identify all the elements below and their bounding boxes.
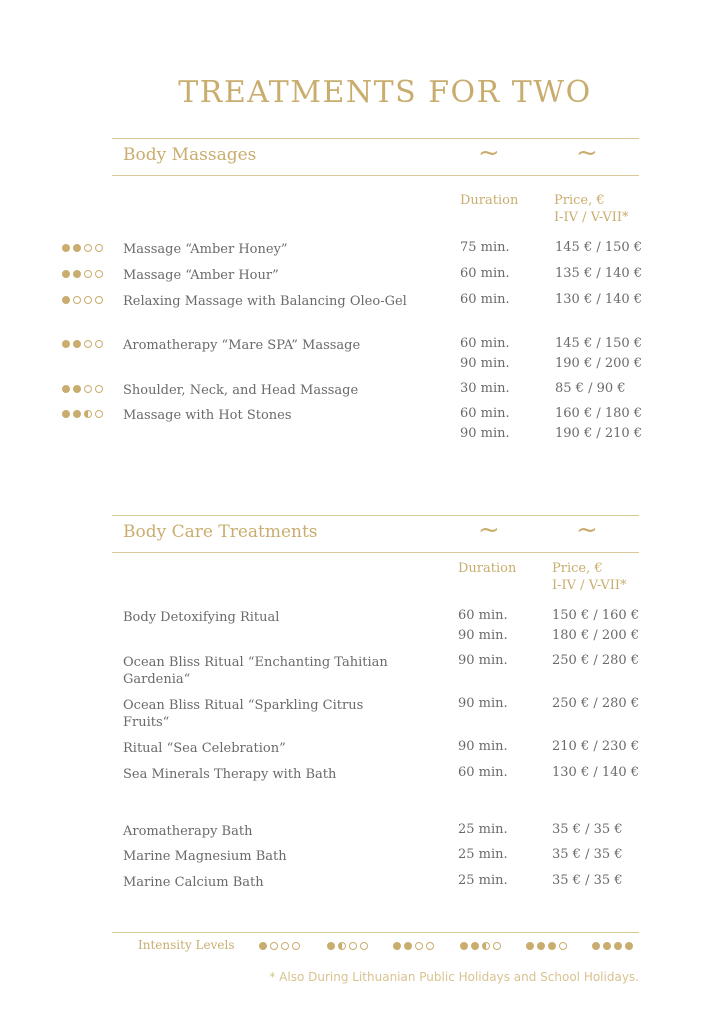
intensity-dot-icon bbox=[259, 942, 267, 950]
price-value: 250 € / 280 € bbox=[552, 696, 640, 711]
price-header bbox=[554, 192, 629, 226]
intensity-dot-icon bbox=[95, 385, 103, 393]
price-value: 85 € / 90 € bbox=[555, 381, 626, 396]
intensity-indicator bbox=[62, 270, 103, 278]
intensity-dot-icon bbox=[73, 296, 81, 304]
intensity-dot-icon bbox=[62, 410, 70, 418]
intensity-dot-icon bbox=[393, 942, 401, 950]
intensity-dot-icon bbox=[95, 270, 103, 278]
legend-label: Intensity Levels bbox=[138, 938, 235, 952]
intensity-dot-icon bbox=[84, 410, 92, 418]
intensity-dot-icon bbox=[95, 296, 103, 304]
intensity-dot-icon bbox=[73, 385, 81, 393]
duration-value: 90 min. bbox=[460, 426, 510, 441]
price-value: 35 € / 35 € bbox=[552, 847, 623, 862]
intensity-level-sample bbox=[393, 942, 434, 950]
intensity-dot-icon bbox=[592, 942, 600, 950]
section-title: Body Massages bbox=[123, 145, 257, 165]
intensity-dot-icon bbox=[482, 942, 490, 950]
treatment-name: Aromatherapy Bath bbox=[123, 824, 253, 839]
intensity-indicator bbox=[62, 296, 103, 304]
treatment-name: Body Detoxifying Ritual bbox=[123, 610, 280, 625]
intensity-dot-icon bbox=[84, 296, 92, 304]
treatment-name: Ocean Bliss Ritual “Sparkling Citrus Fruits“ bbox=[123, 698, 364, 730]
intensity-dot-icon bbox=[426, 942, 434, 950]
duration-header: Duration bbox=[458, 561, 517, 576]
intensity-dot-icon bbox=[84, 270, 92, 278]
intensity-dot-icon bbox=[84, 385, 92, 393]
duration-value: 60 min. bbox=[460, 266, 510, 281]
intensity-dot-icon bbox=[526, 942, 534, 950]
page-title: TREATMENTS FOR TWO bbox=[178, 75, 592, 110]
price-value: 150 € / 160 € bbox=[552, 608, 640, 623]
intensity-dot-icon bbox=[62, 340, 70, 348]
footnote: * Also During Lithuanian Public Holidays and School Holidays. bbox=[269, 970, 639, 984]
intensity-dot-icon bbox=[360, 942, 368, 950]
duration-value: 60 min. bbox=[458, 608, 508, 623]
divider bbox=[112, 175, 639, 176]
intensity-indicator bbox=[62, 244, 103, 252]
price-value: 135 € / 140 € bbox=[555, 266, 643, 281]
intensity-dot-icon bbox=[404, 942, 412, 950]
price-value: 190 € / 200 € bbox=[555, 356, 643, 371]
treatment-name: Massage with Hot Stones bbox=[123, 408, 292, 423]
duration-value: 90 min. bbox=[460, 356, 510, 371]
intensity-dot-icon bbox=[292, 942, 300, 950]
intensity-level-sample bbox=[460, 942, 501, 950]
intensity-dot-icon bbox=[338, 942, 346, 950]
intensity-dot-icon bbox=[73, 340, 81, 348]
duration-value: 60 min. bbox=[460, 292, 510, 307]
intensity-dot-icon bbox=[270, 942, 278, 950]
intensity-dot-icon bbox=[415, 942, 423, 950]
intensity-level-sample bbox=[259, 942, 300, 950]
intensity-dot-icon bbox=[62, 244, 70, 252]
price-value: 160 € / 180 € bbox=[555, 406, 643, 421]
intensity-level-sample bbox=[327, 942, 368, 950]
intensity-dot-icon bbox=[73, 410, 81, 418]
divider bbox=[112, 552, 639, 553]
treatment-name: Marine Magnesium Bath bbox=[123, 849, 287, 864]
price-value: 210 € / 230 € bbox=[552, 739, 640, 754]
treatment-name: Ritual “Sea Celebration” bbox=[123, 741, 286, 756]
intensity-indicator bbox=[62, 385, 103, 393]
intensity-dot-icon bbox=[603, 942, 611, 950]
treatment-name: Shoulder, Neck, and Head Massage bbox=[123, 383, 359, 398]
divider bbox=[112, 515, 639, 516]
intensity-dot-icon bbox=[548, 942, 556, 950]
price-value: 145 € / 150 € bbox=[555, 240, 643, 255]
price-header bbox=[552, 560, 627, 594]
duration-value: 60 min. bbox=[460, 336, 510, 351]
intensity-dot-icon bbox=[95, 410, 103, 418]
duration-value: 90 min. bbox=[458, 628, 508, 643]
tilde-decoration: ~ bbox=[478, 138, 500, 168]
price-value: 35 € / 35 € bbox=[552, 873, 623, 888]
intensity-dot-icon bbox=[537, 942, 545, 950]
intensity-dot-icon bbox=[614, 942, 622, 950]
intensity-dot-icon bbox=[493, 942, 501, 950]
section-title: Body Care Treatments bbox=[123, 522, 318, 542]
treatment-name: Marine Calcium Bath bbox=[123, 875, 264, 890]
duration-value: 90 min. bbox=[458, 739, 508, 754]
duration-value: 90 min. bbox=[458, 653, 508, 668]
duration-value: 25 min. bbox=[458, 847, 508, 862]
price-header-season: I-IV / V-VII* bbox=[552, 578, 627, 593]
duration-header: Duration bbox=[460, 193, 519, 208]
divider bbox=[112, 138, 639, 139]
treatment-name: Massage “Amber Hour” bbox=[123, 268, 279, 283]
price-value: 35 € / 35 € bbox=[552, 822, 623, 837]
price-value: 180 € / 200 € bbox=[552, 628, 640, 643]
duration-value: 30 min. bbox=[460, 381, 510, 396]
price-header-line: Price, € bbox=[552, 561, 603, 576]
intensity-dot-icon bbox=[95, 340, 103, 348]
treatment-name: Ocean Bliss Ritual “Enchanting Tahitian Gardenia“ bbox=[123, 655, 388, 687]
intensity-dot-icon bbox=[95, 244, 103, 252]
intensity-dot-icon bbox=[625, 942, 633, 950]
intensity-level-sample bbox=[526, 942, 567, 950]
intensity-dot-icon bbox=[84, 244, 92, 252]
intensity-indicator bbox=[62, 340, 103, 348]
intensity-legend bbox=[0, 930, 722, 960]
duration-value: 60 min. bbox=[458, 765, 508, 780]
price-header-line: Price, € bbox=[554, 193, 605, 208]
price-value: 250 € / 280 € bbox=[552, 653, 640, 668]
intensity-level-sample bbox=[592, 942, 633, 950]
duration-value: 60 min. bbox=[460, 406, 510, 421]
price-value: 130 € / 140 € bbox=[555, 292, 643, 307]
price-value: 130 € / 140 € bbox=[552, 765, 640, 780]
tilde-decoration: ~ bbox=[576, 515, 598, 545]
intensity-dot-icon bbox=[62, 296, 70, 304]
tilde-decoration: ~ bbox=[478, 515, 500, 545]
intensity-dot-icon bbox=[84, 340, 92, 348]
tilde-decoration: ~ bbox=[576, 138, 598, 168]
duration-value: 90 min. bbox=[458, 696, 508, 711]
intensity-dot-icon bbox=[62, 385, 70, 393]
treatment-name: Aromatherapy “Mare SPA” Massage bbox=[123, 338, 361, 353]
treatment-name: Relaxing Massage with Balancing Oleo-Gel bbox=[123, 294, 407, 309]
intensity-dot-icon bbox=[471, 942, 479, 950]
treatment-name: Sea Minerals Therapy with Bath bbox=[123, 767, 337, 782]
intensity-dot-icon bbox=[349, 942, 357, 950]
price-value: 145 € / 150 € bbox=[555, 336, 643, 351]
treatment-name: Massage “Amber Honey” bbox=[123, 242, 288, 257]
intensity-dot-icon bbox=[73, 244, 81, 252]
intensity-dot-icon bbox=[559, 942, 567, 950]
price-header-season: I-IV / V-VII* bbox=[554, 210, 629, 225]
duration-value: 75 min. bbox=[460, 240, 510, 255]
intensity-dot-icon bbox=[327, 942, 335, 950]
duration-value: 25 min. bbox=[458, 822, 508, 837]
intensity-dot-icon bbox=[460, 942, 468, 950]
intensity-dot-icon bbox=[62, 270, 70, 278]
intensity-indicator bbox=[62, 410, 103, 418]
duration-value: 25 min. bbox=[458, 873, 508, 888]
intensity-dot-icon bbox=[73, 270, 81, 278]
price-value: 190 € / 210 € bbox=[555, 426, 643, 441]
intensity-dot-icon bbox=[281, 942, 289, 950]
